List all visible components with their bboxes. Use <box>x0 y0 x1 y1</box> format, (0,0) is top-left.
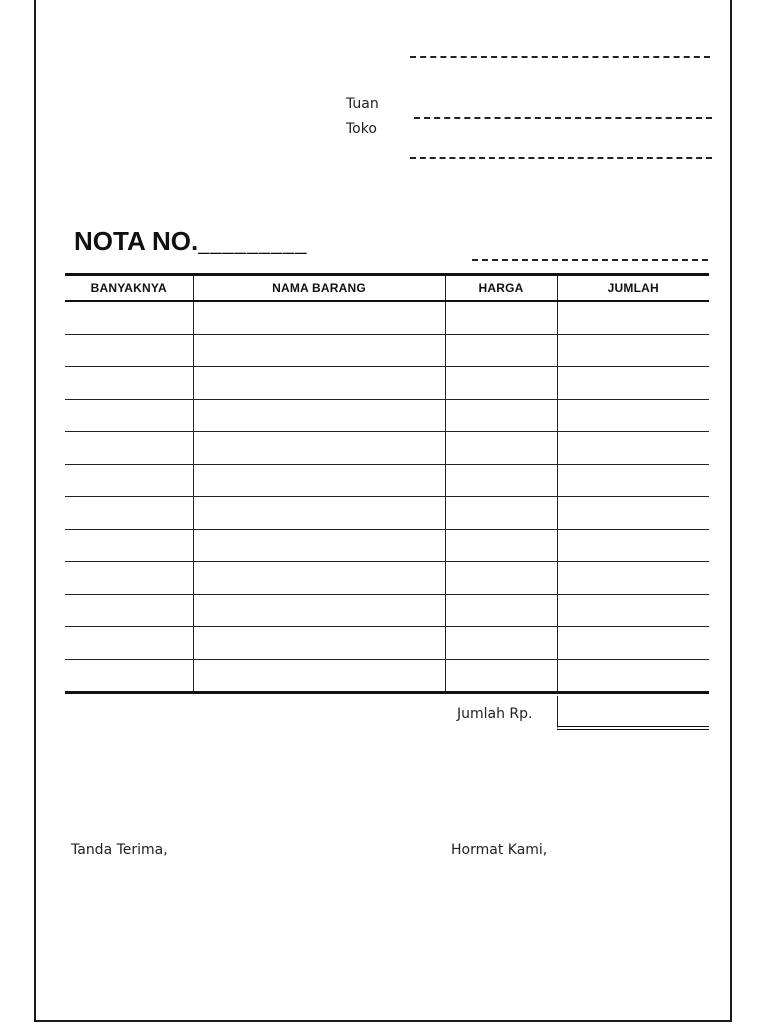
toko-label: Toko <box>346 121 377 137</box>
cell-banyaknya[interactable] <box>65 301 193 334</box>
table-row <box>65 497 709 530</box>
nota-title <box>74 226 307 257</box>
toko-line <box>410 157 712 159</box>
cell-nama-barang[interactable] <box>193 367 445 400</box>
cell-harga[interactable] <box>445 432 557 465</box>
cell-harga[interactable] <box>445 301 557 334</box>
cell-jumlah[interactable] <box>557 659 709 693</box>
cell-nama-barang[interactable] <box>193 627 445 660</box>
cell-harga[interactable] <box>445 562 557 595</box>
table-row <box>65 562 709 595</box>
nota-extra-line <box>472 259 708 261</box>
tuan-label: Tuan <box>346 96 379 112</box>
date-line <box>410 56 710 58</box>
cell-jumlah[interactable] <box>557 367 709 400</box>
column-header-nama-barang: NAMA BARANG <box>193 275 445 302</box>
cell-jumlah[interactable] <box>557 432 709 465</box>
cell-jumlah[interactable] <box>557 562 709 595</box>
cell-jumlah[interactable] <box>557 301 709 334</box>
cell-nama-barang[interactable] <box>193 594 445 627</box>
cell-jumlah[interactable] <box>557 497 709 530</box>
cell-banyaknya[interactable] <box>65 627 193 660</box>
cell-banyaknya[interactable] <box>65 432 193 465</box>
cell-nama-barang[interactable] <box>193 659 445 693</box>
cell-banyaknya[interactable] <box>65 399 193 432</box>
cell-jumlah[interactable] <box>557 594 709 627</box>
receiver-signature-label: Tanda Terima, <box>71 842 168 858</box>
cell-harga[interactable] <box>445 659 557 693</box>
cell-harga[interactable] <box>445 367 557 400</box>
cell-jumlah[interactable] <box>557 529 709 562</box>
cell-nama-barang[interactable] <box>193 334 445 367</box>
items-body <box>65 301 709 693</box>
nota-title-text: NOTA NO. <box>74 226 199 256</box>
items-table <box>65 273 709 694</box>
cell-harga[interactable] <box>445 399 557 432</box>
column-header-jumlah: JUMLAH <box>557 275 709 302</box>
nota-number-blank: _________ <box>198 233 308 255</box>
cell-nama-barang[interactable] <box>193 399 445 432</box>
table-row <box>65 594 709 627</box>
table-row <box>65 627 709 660</box>
cell-harga[interactable] <box>445 529 557 562</box>
table-row <box>65 659 709 693</box>
cell-banyaknya[interactable] <box>65 464 193 497</box>
table-row <box>65 464 709 497</box>
tuan-line <box>414 117 712 119</box>
cell-nama-barang[interactable] <box>193 529 445 562</box>
total-label: Jumlah Rp. <box>457 706 533 722</box>
cell-banyaknya[interactable] <box>65 594 193 627</box>
table-header-row <box>65 275 709 302</box>
cell-harga[interactable] <box>445 464 557 497</box>
cell-jumlah[interactable] <box>557 627 709 660</box>
sender-signature-label: Hormat Kami, <box>451 842 548 858</box>
cell-nama-barang[interactable] <box>193 301 445 334</box>
cell-jumlah[interactable] <box>557 334 709 367</box>
cell-banyaknya[interactable] <box>65 562 193 595</box>
cell-nama-barang[interactable] <box>193 432 445 465</box>
cell-jumlah[interactable] <box>557 399 709 432</box>
cell-nama-barang[interactable] <box>193 562 445 595</box>
cell-banyaknya[interactable] <box>65 529 193 562</box>
table-row <box>65 399 709 432</box>
cell-harga[interactable] <box>445 594 557 627</box>
table-row <box>65 334 709 367</box>
column-header-banyaknya: BANYAKNYA <box>65 275 193 302</box>
cell-banyaknya[interactable] <box>65 497 193 530</box>
table-row <box>65 367 709 400</box>
cell-banyaknya[interactable] <box>65 659 193 693</box>
table-row <box>65 301 709 334</box>
cell-jumlah[interactable] <box>557 464 709 497</box>
total-amount-box <box>557 696 709 730</box>
table-row <box>65 432 709 465</box>
cell-banyaknya[interactable] <box>65 367 193 400</box>
cell-nama-barang[interactable] <box>193 464 445 497</box>
cell-banyaknya[interactable] <box>65 334 193 367</box>
column-header-harga: HARGA <box>445 275 557 302</box>
cell-harga[interactable] <box>445 497 557 530</box>
table-row <box>65 529 709 562</box>
cell-harga[interactable] <box>445 334 557 367</box>
cell-nama-barang[interactable] <box>193 497 445 530</box>
cell-harga[interactable] <box>445 627 557 660</box>
